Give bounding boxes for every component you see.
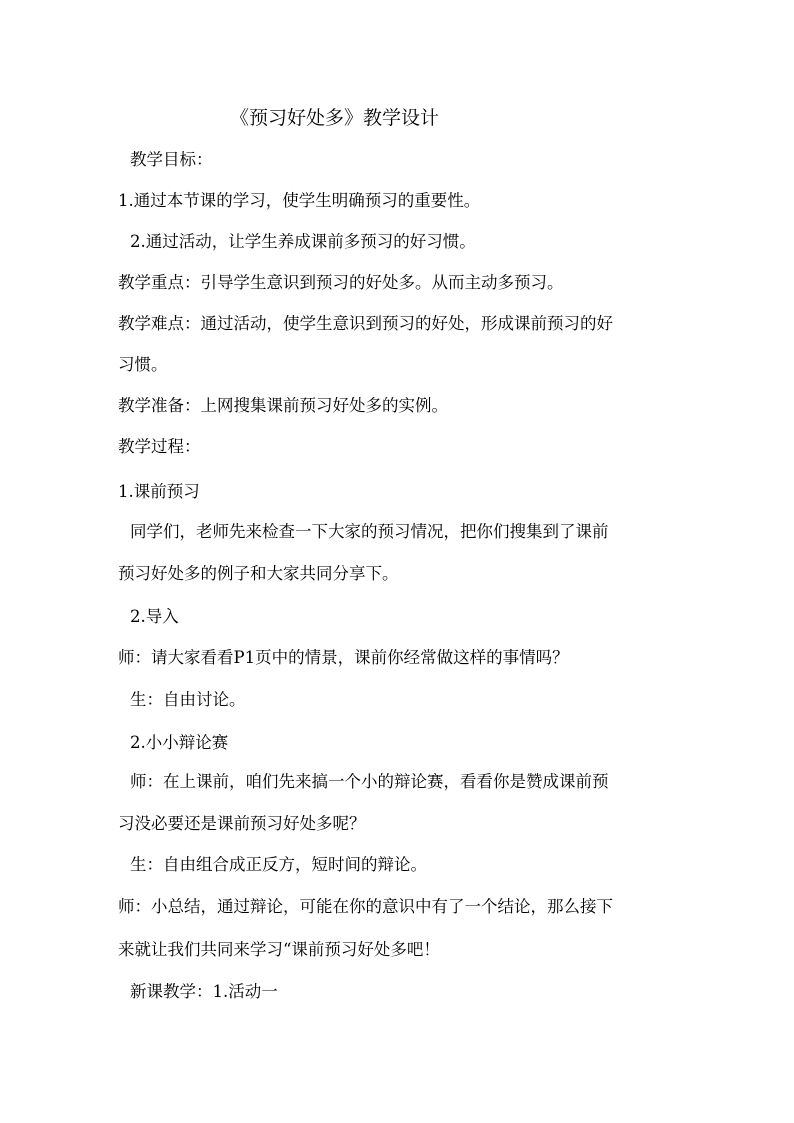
objective-2: 2.通过活动，让学生养成课前多预习的好习惯。	[130, 232, 476, 251]
step-1-paragraph: 同学们，老师先来检查一下大家的预习情况，把你们搜集到了课前	[130, 522, 609, 541]
document-title: 《预习好处多》教学设计	[230, 107, 440, 129]
teacher-summary: 师：小总结，通过辩论，可能在你的意识中有了一个结论，那么接下	[118, 897, 613, 916]
section-heading-process: 教学过程：	[118, 437, 201, 456]
teaching-difficulty: 教学难点：通过活动，使学生意识到预习的好处，形成课前预习的好	[118, 314, 613, 333]
teacher-line-2: 师：在上课前，咱们先来搞一个小的辩论赛，看看你是赞成课前预	[130, 772, 609, 791]
teacher-summary-cont: 来就让我们共同来学习“课前预习好处多吧！	[118, 940, 440, 959]
objective-1: 1.通过本节课的学习，使学生明确预习的重要性。	[118, 191, 481, 210]
student-line-1: 生：自由讨论。	[130, 690, 246, 709]
step-3-heading: 2.小小辩论赛	[130, 733, 229, 752]
step-2-heading: 2.导入	[130, 607, 179, 626]
section-heading-objectives: 教学目标：	[130, 150, 213, 169]
teacher-line-2-cont: 习没必要还是课前预习好处多呢？	[118, 814, 366, 833]
teaching-preparation: 教学准备：上网搜集课前预习好处多的实例。	[118, 396, 448, 415]
step-1-paragraph-cont: 预习好处多的例子和大家共同分享下。	[118, 564, 399, 583]
step-1-heading: 1.课前预习	[118, 482, 200, 501]
teaching-difficulty-cont: 习惯。	[118, 355, 168, 374]
teacher-line-1: 师：请大家看看P1页中的情景，课前你经常做这样的事情吗？	[118, 648, 569, 667]
new-lesson-heading: 新课教学：1.活动一	[130, 982, 278, 1001]
teaching-key-point: 教学重点：引导学生意识到预习的好处多。从而主动多预习。	[118, 273, 564, 292]
student-line-2: 生：自由组合成正反方，短时间的辩论。	[130, 855, 427, 874]
